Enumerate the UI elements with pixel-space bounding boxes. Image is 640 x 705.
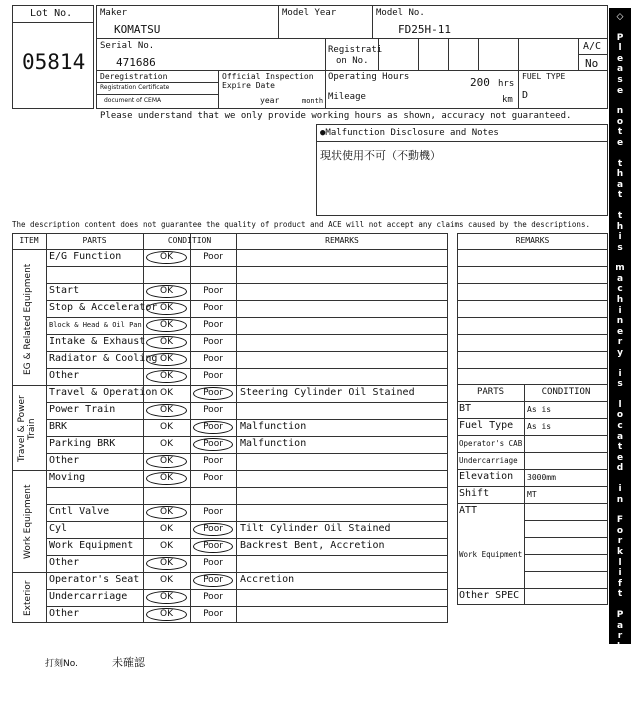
row-rule <box>46 453 448 454</box>
ok-circled: OK <box>146 285 187 298</box>
cema-label: document of CEMA <box>104 97 162 104</box>
row-rule <box>46 555 448 556</box>
row-rule <box>46 402 448 403</box>
group-label-exterior: Exterior <box>23 580 33 616</box>
inspection-label-2: Expire Date <box>222 81 275 90</box>
part-name: Intake & Exhaust <box>49 336 146 347</box>
spec-condition: As is <box>527 405 552 414</box>
poor-circled: Poor <box>193 421 233 434</box>
poor-circled: Poor <box>193 438 233 451</box>
spec-part: Fuel Type <box>459 420 514 431</box>
part-name: E/G Function <box>49 251 122 262</box>
row-rule <box>524 571 608 572</box>
row-rule <box>524 520 608 521</box>
malfunction-title: ●Malfunction Disclosure and Notes <box>320 128 499 138</box>
part-name: Other <box>49 455 80 466</box>
remark-text: Accretion <box>240 574 295 585</box>
spec-part: Shift <box>459 488 490 499</box>
fuel-type-label: FUEL TYPE <box>522 72 566 81</box>
malfunction-text: 現状使用不可（不動機） <box>320 149 441 162</box>
right-remarks-border <box>457 233 608 385</box>
operating-hours-label: Operating Hours <box>328 72 410 82</box>
poor-option: Poor <box>203 303 223 313</box>
group-rule <box>12 572 448 573</box>
serial-value: 471686 <box>116 56 156 69</box>
serial-label: Serial No. <box>100 41 155 51</box>
km-label: km <box>502 95 513 105</box>
right-remarks-header: REMARKS <box>515 236 550 245</box>
spec-part: Undercarriage <box>459 456 518 465</box>
ok-option: OK <box>160 388 173 398</box>
row-rule <box>46 300 448 301</box>
poor-option: Poor <box>203 609 223 619</box>
table-header-condition: CONDITION <box>167 236 212 245</box>
spec-condition: As is <box>527 422 552 431</box>
poor-option: Poor <box>203 456 223 466</box>
location-notice-chars: ◇ P l e a s e n o t e t h a t t h i s m a c h i n e r y i s l o c a t e d i n F o r k l i f t P a r k i n g ◇ <box>615 12 625 705</box>
poor-option: Poor <box>203 286 223 296</box>
model-year-label: Model Year <box>282 8 337 18</box>
lot-number: 05814 <box>22 50 86 74</box>
fuel-type-value: D <box>522 90 529 101</box>
row-rule <box>46 504 448 505</box>
part-name: Block & Head & Oil Pan <box>49 321 142 329</box>
row-rule <box>457 452 608 453</box>
part-name: Travel & Operation <box>49 387 158 398</box>
row-rule <box>457 503 608 504</box>
poor-option: Poor <box>203 558 223 568</box>
part-name: Other <box>49 370 80 381</box>
row-rule <box>457 368 608 369</box>
spec-header-parts: PARTS <box>476 387 505 397</box>
part-name: Start <box>49 285 80 296</box>
hours-notice: Please understand that we only provide working hours as shown, accuracy not guaranteed. <box>100 111 572 121</box>
row-rule <box>46 436 448 437</box>
ok-circled: OK <box>146 336 187 349</box>
part-name: Stop & Accelerator <box>49 302 158 313</box>
remark-text: Tilt Cylinder Oil Stained <box>240 523 391 534</box>
row-rule <box>457 401 608 402</box>
group-label-eg: EG & Related Equipment <box>23 263 33 375</box>
poor-option: Poor <box>203 507 223 517</box>
remark-text: Backrest Bent, Accretion <box>240 540 385 551</box>
spec-part: Work Equipment <box>459 550 523 559</box>
column-rule <box>46 233 47 623</box>
table-header-remarks: REMARKS <box>325 236 359 245</box>
part-name: Radiator & Cooling <box>49 353 158 364</box>
poor-option: Poor <box>203 592 223 602</box>
month-label: month <box>302 97 324 105</box>
row-rule <box>457 317 608 318</box>
poor-circled: Poor <box>193 574 233 587</box>
ok-circled: OK <box>146 404 187 417</box>
poor-option: Poor <box>203 473 223 483</box>
stamp-label: 打刻No. <box>45 659 78 669</box>
table-header-parts: PARTS <box>82 236 107 245</box>
ok-circled: OK <box>146 506 187 519</box>
spec-part: Other SPEC <box>459 590 520 601</box>
row-rule <box>457 300 608 301</box>
part-name: Moving <box>49 472 86 483</box>
row-rule <box>46 487 448 488</box>
part-name: Other <box>49 557 80 568</box>
ok-option: OK <box>160 524 173 534</box>
ok-option: OK <box>160 541 173 551</box>
spec-part: BT <box>459 403 472 414</box>
poor-option: Poor <box>203 320 223 330</box>
row-rule <box>46 368 448 369</box>
operating-hours-value: 200 <box>470 76 490 89</box>
model-value: FD25H-11 <box>398 23 451 36</box>
row-rule <box>524 554 608 555</box>
poor-option: Poor <box>203 252 223 262</box>
group-label-work: Work Equipment <box>23 484 33 559</box>
row-rule <box>46 606 448 607</box>
row-rule <box>46 334 448 335</box>
ac-value: No <box>585 57 599 70</box>
ok-circled: OK <box>146 319 187 332</box>
part-name: Work Equipment <box>49 540 134 551</box>
stamp-value: 未確認 <box>112 656 145 669</box>
ok-circled: OK <box>146 591 187 604</box>
ok-circled: OK <box>146 472 187 485</box>
poor-circled: Poor <box>193 387 233 400</box>
location-notice-bar <box>609 8 631 705</box>
row-rule <box>46 419 448 420</box>
ok-option: OK <box>160 575 173 585</box>
spec-condition: MT <box>527 490 537 499</box>
inspection-label-1: Official Inspection <box>222 72 314 81</box>
row-rule <box>457 334 608 335</box>
group-rule <box>12 385 448 386</box>
row-rule <box>46 521 448 522</box>
poor-option: Poor <box>203 337 223 347</box>
part-name: Cntl Valve <box>49 506 110 517</box>
header-rule <box>12 249 448 250</box>
ok-circled: OK <box>146 455 187 468</box>
table-header-item: ITEM <box>19 236 39 245</box>
poor-circled: Poor <box>193 523 233 536</box>
row-rule <box>457 283 608 284</box>
lot-label: Lot No. <box>30 8 73 19</box>
disclaimer: The description content does not guarantee the quality of product and ACE will not accept any claims caused by the descriptions. <box>12 220 590 229</box>
spec-part: Operator's CAB <box>459 439 523 448</box>
ok-circled: OK <box>146 353 187 366</box>
poor-option: Poor <box>203 354 223 364</box>
row-rule <box>46 317 448 318</box>
spec-part: Elevation <box>459 471 514 482</box>
row-rule <box>46 589 448 590</box>
row-rule <box>457 486 608 487</box>
row-rule <box>457 588 608 589</box>
maker-value: KOMATSU <box>114 23 161 36</box>
row-rule <box>524 537 608 538</box>
row-rule <box>457 266 608 267</box>
group-label-travel: Travel & Power Train <box>17 395 37 463</box>
ok-circled: OK <box>146 370 187 383</box>
registration-label-1: Registrati <box>328 45 383 55</box>
row-rule <box>457 249 608 250</box>
row-rule <box>457 418 608 419</box>
part-name: Parking BRK <box>49 438 116 449</box>
row-rule <box>46 538 448 539</box>
ok-option: OK <box>160 439 173 449</box>
part-name: Power Train <box>49 404 116 415</box>
reg-cert-label: Registration Certificate <box>100 84 170 91</box>
ac-label: A/C <box>583 41 602 52</box>
poor-circled: Poor <box>193 540 233 553</box>
row-rule <box>457 351 608 352</box>
spec-header-condition: CONDITION <box>541 387 591 397</box>
remark-text: Steering Cylinder Oil Stained <box>240 387 415 398</box>
poor-option: Poor <box>203 405 223 415</box>
poor-option: Poor <box>203 371 223 381</box>
registration-label-2: on No. <box>336 56 369 66</box>
hrs-label: hrs <box>498 79 515 89</box>
remark-text: Malfunction <box>240 421 307 432</box>
row-rule <box>457 435 608 436</box>
mileage-label: Mileage <box>328 92 366 102</box>
part-name: Cyl <box>49 523 68 534</box>
part-name: Other <box>49 608 80 619</box>
model-label: Model No. <box>376 8 425 18</box>
part-name: Undercarriage <box>49 591 128 602</box>
row-rule <box>46 266 448 267</box>
deregistration-label: Deregistration <box>100 72 168 81</box>
part-name: Operator's Seat <box>49 574 140 585</box>
year-label: year <box>260 96 280 105</box>
ok-option: OK <box>160 422 173 432</box>
ok-circled: OK <box>146 557 187 570</box>
row-rule <box>46 351 448 352</box>
spec-condition: 3000mm <box>527 473 556 482</box>
column-rule <box>236 233 237 623</box>
remark-text: Malfunction <box>240 438 307 449</box>
row-rule <box>46 283 448 284</box>
group-rule <box>12 470 448 471</box>
part-name: BRK <box>49 421 68 432</box>
ok-circled: OK <box>146 608 187 621</box>
spec-part: ATT <box>459 505 478 516</box>
row-rule <box>457 469 608 470</box>
maker-label: Maker <box>100 8 128 18</box>
ok-circled: OK <box>146 251 187 264</box>
ok-circled: OK <box>146 302 187 315</box>
